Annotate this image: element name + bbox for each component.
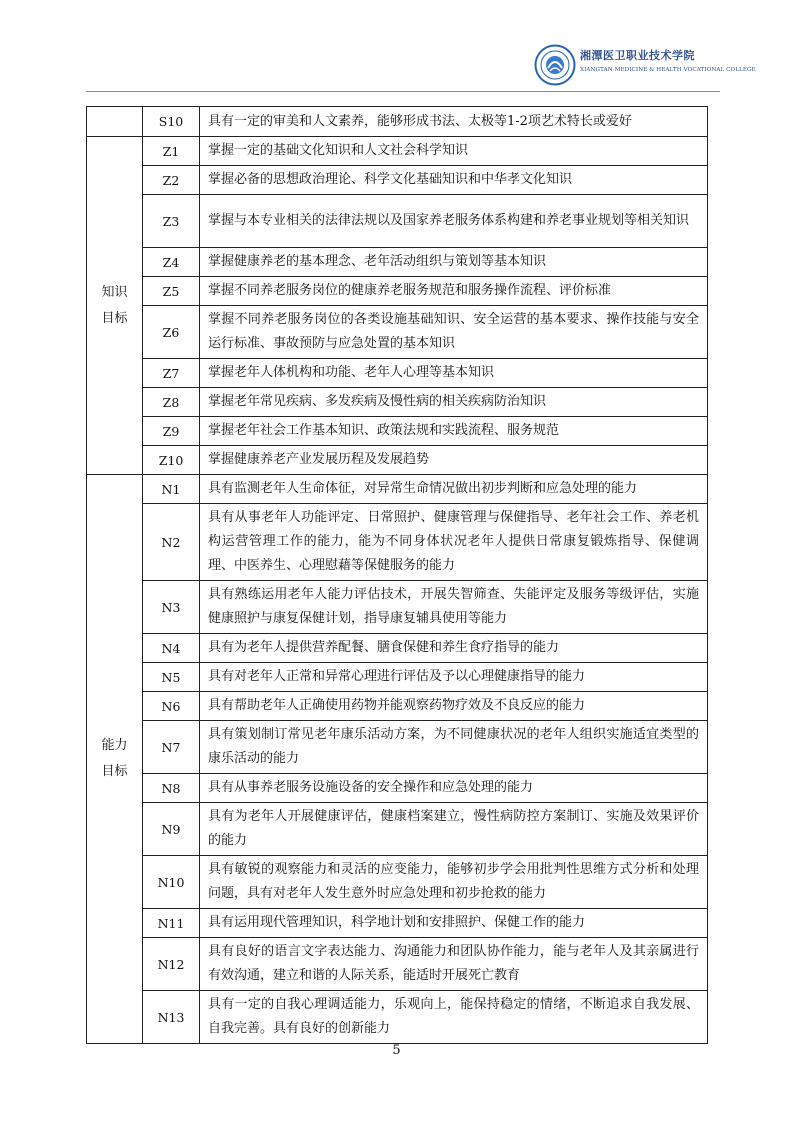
table-row	[87, 166, 708, 195]
goal-description: 掌握与本专业相关的法律法规以及国家养老服务体系构建和养老事业规划等相关知识	[200, 195, 708, 248]
goal-description: 掌握老年常见疾病、多发疾病及慢性病的相关疾病防治知识	[200, 388, 708, 417]
goal-code: N8	[143, 774, 200, 803]
goal-description: 具有从事老年人功能评定、日常照护、健康管理与保健指导、老年社会工作、养老机构运营管理工作的能力，能为不同身体状况老年人提供日常康复锻炼指导、保健调理、中医养生、心理慰藉等保健服务的能力	[200, 504, 708, 581]
goal-code: Z10	[143, 446, 200, 475]
goal-code: Z9	[143, 417, 200, 446]
goal-code: N13	[143, 991, 200, 1044]
table-row	[87, 107, 708, 137]
table-row	[87, 195, 708, 248]
goal-description: 具有为老年人开展健康评估，健康档案建立，慢性病防控方案制订、实施及效果评价的能力	[200, 803, 708, 856]
table-row	[87, 581, 708, 634]
table-row	[87, 504, 708, 581]
goal-description: 掌握老年社会工作基本知识、政策法规和实践流程、服务规范	[200, 417, 708, 446]
table-row	[87, 856, 708, 909]
goal-code: N7	[143, 721, 200, 774]
goal-code: Z5	[143, 277, 200, 306]
table-row	[87, 721, 708, 774]
goal-description: 掌握一定的基础文化知识和人文社会科学知识	[200, 137, 708, 166]
goals-table	[86, 106, 708, 1044]
goal-description: 掌握必备的思想政治理论、科学文化基础知识和中华孝文化知识	[200, 166, 708, 195]
goal-description: 具有敏锐的观察能力和灵活的应变能力，能够初步学会用批判性思维方式分析和处理问题，具有对老年人发生意外时应急处理和初步抢救的能力	[200, 856, 708, 909]
goal-description: 具有帮助老年人正确使用药物并能观察药物疗效及不良反应的能力	[200, 692, 708, 721]
school-name-en: XIANGTAN MEDICINE & HEALTH VOCATIONAL COLLEGE	[580, 67, 756, 73]
table-row	[87, 991, 708, 1044]
goal-code: N10	[143, 856, 200, 909]
table-row	[87, 663, 708, 692]
table-row	[87, 774, 708, 803]
goal-description: 具有熟练运用老年人能力评估技术，开展失智筛查、失能评定及服务等级评估，实施健康照护与康复保健计划，指导康复辅具使用等能力	[200, 581, 708, 634]
table-row	[87, 692, 708, 721]
school-name: 湘潭医卫职业技术学院	[580, 49, 695, 62]
goal-description: 具有一定的审美和人文素养，能够形成书法、太极等1-2项艺术特长或爱好	[200, 107, 708, 137]
goal-code: Z4	[143, 248, 200, 277]
table-row	[87, 306, 708, 359]
table-row	[87, 137, 708, 166]
page-number: 5	[392, 1043, 401, 1058]
goal-code: Z7	[143, 359, 200, 388]
table-row	[87, 803, 708, 856]
goal-code: Z6	[143, 306, 200, 359]
goal-description: 具有一定的自我心理调适能力，乐观向上，能保持稳定的情绪，不断追求自我发展、自我完善。具有良好的创新能力	[200, 991, 708, 1044]
goal-code: N6	[143, 692, 200, 721]
goal-description: 掌握不同养老服务岗位的各类设施基础知识、安全运营的基本要求、操作技能与安全运行标准、事故预防与应急处置的基本知识	[200, 306, 708, 359]
goal-code: Z8	[143, 388, 200, 417]
goal-description: 具有良好的语言文字表达能力、沟通能力和团队协作能力，能与老年人及其亲属进行有效沟通，建立和谐的人际关系，能适时开展死亡教育	[200, 938, 708, 991]
table-row	[87, 475, 708, 504]
page-header	[0, 0, 793, 90]
goal-code: N12	[143, 938, 200, 991]
goal-code: N4	[143, 634, 200, 663]
goal-description: 具有运用现代管理知识，科学地计划和安排照护、保健工作的能力	[200, 909, 708, 938]
category-knowledge	[87, 137, 143, 475]
goal-description: 具有从事养老服务设施设备的安全操作和应急处理的能力	[200, 774, 708, 803]
goal-code: N5	[143, 663, 200, 692]
category-label-line: 知识	[101, 284, 128, 300]
category-ability	[87, 475, 143, 1044]
goal-code: N1	[143, 475, 200, 504]
table-row	[87, 938, 708, 991]
goal-description: 掌握不同养老服务岗位的健康养老服务规范和服务操作流程、评价标准	[200, 277, 708, 306]
header-rule	[86, 91, 720, 92]
college-seal-icon	[534, 44, 576, 86]
goal-description: 具有监测老年人生命体征，对异常生命情况做出初步判断和应急处理的能力	[200, 475, 708, 504]
table-row	[87, 634, 708, 663]
goal-code: N11	[143, 909, 200, 938]
goal-description: 掌握健康养老产业发展历程及发展趋势	[200, 446, 708, 475]
goal-code: N3	[143, 581, 200, 634]
goal-code: S10	[143, 107, 200, 137]
table-row	[87, 909, 708, 938]
goal-description: 具有策划制订常见老年康乐活动方案，为不同健康状况的老年人组织实施适宜类型的康乐活动的能力	[200, 721, 708, 774]
table-row	[87, 359, 708, 388]
goal-code: N9	[143, 803, 200, 856]
goal-description: 掌握健康养老的基本理念、老年活动组织与策划等基本知识	[200, 248, 708, 277]
table-row	[87, 248, 708, 277]
goal-code: N2	[143, 504, 200, 581]
goal-description: 具有为老年人提供营养配餐、膳食保健和养生食疗指导的能力	[200, 634, 708, 663]
table-row	[87, 446, 708, 475]
table-row	[87, 388, 708, 417]
goal-description: 掌握老年人体机构和功能、老年人心理等基本知识	[200, 359, 708, 388]
table-row	[87, 417, 708, 446]
table-row	[87, 277, 708, 306]
goal-code: Z3	[143, 195, 200, 248]
goal-description: 具有对老年人正常和异常心理进行评估及予以心理健康指导的能力	[200, 663, 708, 692]
category-cell-continued	[87, 107, 143, 137]
category-label-line: 目标	[101, 764, 128, 779]
goal-code: Z2	[143, 166, 200, 195]
goal-code: Z1	[143, 137, 200, 166]
category-label-line: 目标	[101, 310, 128, 326]
category-label-line: 能力	[101, 738, 128, 753]
